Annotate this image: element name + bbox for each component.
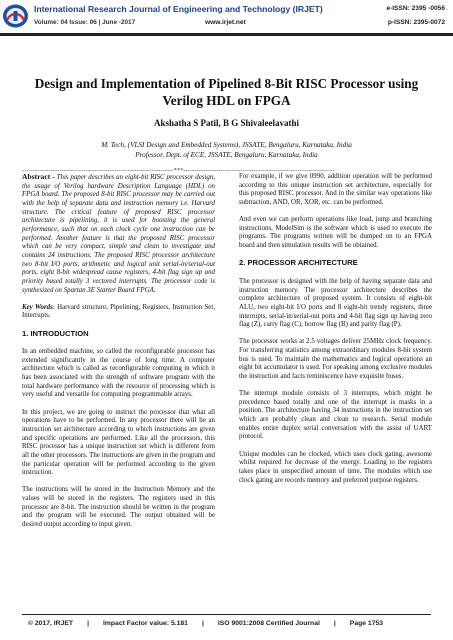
right-column	[239, 173, 432, 494]
architecture-paragraph-3: The interrupt module consists of 3 interrupts, which might be precedence based totally and one of the interrupt is masks in a position. The architecture having 34 instructions in the instruction set which are probably clean and clean to research. Serial module enables entire duplex serial conversation with the assist of UART protocol.	[239, 390, 432, 441]
e-issn: e-ISSN: 2395 -0056	[386, 5, 445, 12]
journal-url[interactable]: www.irjet.net	[205, 19, 246, 26]
header-divider	[0, 33, 453, 36]
section-heading-introduction: 1. INTRODUCTION	[22, 328, 89, 338]
architecture-paragraph-4: Unique modules can be clocked, which uses clock gating, awesome whilst required for decrease of the energy. Loading to the registers takes place in unspecified amount of time. The modules which use clock gating are records memory and preferred purpose registers.	[239, 450, 432, 484]
p-issn: p-ISSN: 2395-0072	[387, 19, 445, 26]
footer-iso: ISO 9001:2008 Certified Journal	[217, 620, 320, 627]
affiliation-line-2: Professor, Dept. of ECE, JSSATE, Bengaluru, Karnataka, India	[135, 151, 318, 159]
paper-authors: Akshatha S Patil, B G Shivaleelavathi	[153, 118, 300, 128]
footer-text: © 2017, IRJET | Impact Factor value: 5.181 | ISO 9001:2008 Certified Journal | Page 1753	[28, 620, 384, 627]
intro-paragraph-1: In an embedded machine, so called the reconfigurable processor has extended significantly in the course of long time. A computer architecture which is called as reconfigurable computing in which it has been associated with the strength of software program with the total hardware performance with the resource of processing which is very useful and versatile for computing programmable arrays.	[22, 348, 215, 399]
abstract-body: This paper describes an eight-bit RISC processor design, the usage of Verilog hardware Description Language (HDL) on FPGA board. The proposed 8-bit RISC processor may be carried out with the help of separate data and instruction memory i.e. Harvard structure. The critical feature of proposed RISC processor architecture is pipelining, it is used for boosting the general performance, such that on each clock cycle one instruction can be performed. Another feature is that the proposed RISC processor which can be very compact, simple and clean to investigate and contains 24 instructions. The proposed RISC processor architecture two 8-bit I/O ports, arithmetic and logical unit serial-in/serial-out ports, eight 8-bit widespread cause registers, 4-bit flag sign up and priority based totally 3 vectored interrupts. The processor code is synthesized on Spartan 3E Starter Board FPGA.	[22, 174, 215, 294]
abstract-heading: Abstract -	[22, 172, 55, 181]
keywords	[22, 304, 215, 321]
right-paragraph-2: And even we can perform operations like load, jump and branching instructions. ModelSim is the software which is used to execute the programs. The programs written will be dumped on to an FPGA board and then simulation results will be obtained.	[239, 216, 432, 250]
left-column	[22, 173, 215, 538]
architecture-paragraph-1: The processor is designed with the help of having separate data and instruction memory. The processor architecture describes the complete architecture of proposed system. It consists of eight-bit ALU, two eight-bit I/O ports and 8 eight-bit trendy registers, three interrupts, serial-in/serial-out ports and 4-bit flag sign up having zero flag (Z), carry flag (C), borrow flag (B) and parity flag (P).	[239, 277, 432, 329]
keywords-body: : Harvard structure, Pipelining, Registers, Instruction Set, Interrupts.	[22, 303, 215, 320]
journal-header	[0, 0, 453, 33]
footer-page-number: Page 1753	[349, 620, 384, 627]
page-footer	[22, 614, 431, 632]
footer-impact-factor: Impact Factor value: 5.181	[102, 620, 188, 627]
intro-paragraph-2: In this project, we are going to instruct the processor that what all operations have to be performed. In any processor there will be an instruction set architecture according to which instructions are given and specific operations are performed. Like all the processors, this RISC processor has a unique instruction set which is different from all the other processors. The instructions are given in the program and the particular operation will be performed according to the given instruction.	[22, 408, 215, 477]
affiliation-line-1: M. Tech, (VLSI Design and Embedded Systems), JSSATE, Bengaluru, Karnataka, India	[101, 141, 352, 149]
section-separator: ---------------------------------------------------------------------***---------------------------------------------------------------------	[22, 168, 335, 174]
keywords-heading: Key Words	[22, 303, 53, 311]
volume-issue: Volume: 04 Issue: 06 | June -2017	[34, 19, 136, 26]
irjet-logo	[2, 3, 29, 29]
footer-divider	[22, 614, 431, 615]
author-affiliations	[40, 140, 413, 160]
intro-paragraph-3: The instructions will be stored in the Instruction Memory and the values will be stored in the registers. The registers used in this processor are 8-bit. The instruction should be written in the program and the program will be executed. The output obtained will be desired output according to input given.	[22, 486, 215, 528]
section-heading-architecture: 2. PROCESSOR ARCHITECTURE	[239, 258, 358, 268]
footer-copyright: © 2017, IRJET	[28, 620, 74, 627]
journal-name: International Research Journal of Engineering and Technology (IRJET)	[34, 4, 323, 14]
right-paragraph-1: For example, if we give 0990, addition operation will be performed according to this unique instruction set architecture, especially for this proposed RISC processor. And in the similar way operations like subtraction, AND, OR, XOR, etc. can be performed.	[239, 173, 432, 206]
abstract	[22, 173, 215, 295]
architecture-paragraph-2: The processor works at 2.5 voltages deliver 25MHz clock frequency. For transferring statistics among extraordinary modules 8-bit system bus is used. To maintain the mathematics and logical operations an eight bit accumulator is used. For speaking among exclusive modules the instruction and facts reminiscence have exquisite buses.	[239, 338, 432, 380]
paper-title: Design and Implementation of Pipelined 8-Bit RISC Processor using Verilog HDL on FPGA	[34, 76, 419, 108]
